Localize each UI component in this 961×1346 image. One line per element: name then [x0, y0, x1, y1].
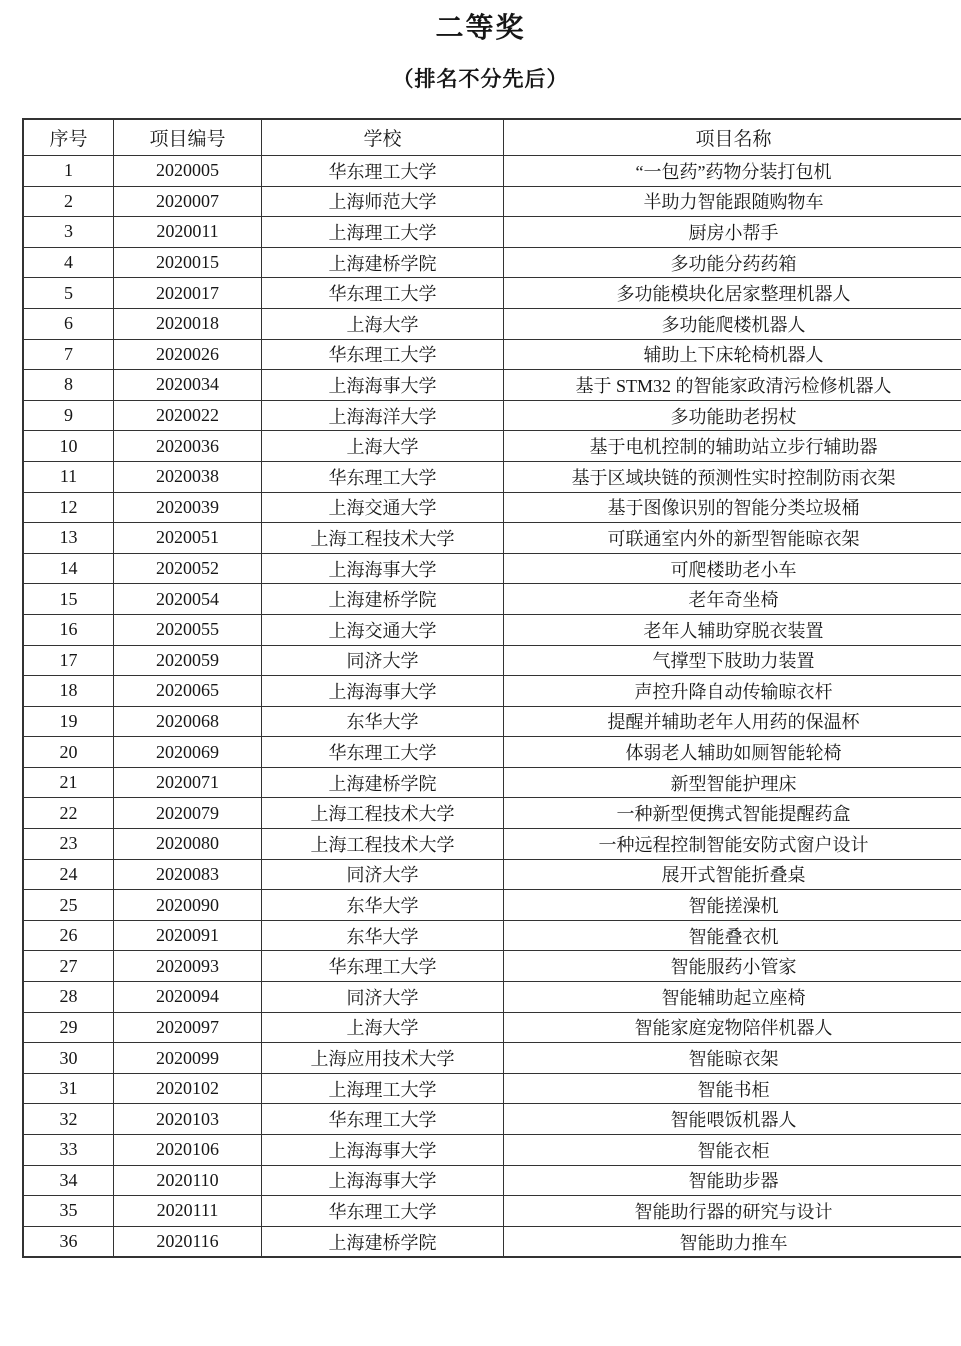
table-row: [23, 1043, 961, 1074]
index-cell: 24: [23, 859, 114, 890]
index-cell: 32: [23, 1104, 114, 1135]
project-code-cell: 2020018: [114, 308, 262, 339]
project-code-cell: 2020005: [114, 156, 262, 187]
school-cell: 同济大学: [262, 982, 504, 1013]
index-cell: 29: [23, 1012, 114, 1043]
school-cell: 华东理工大学: [262, 339, 504, 370]
school-cell: 上海海事大学: [262, 370, 504, 401]
index-cell: 22: [23, 798, 114, 829]
project-name-cell: 新型智能护理床: [504, 767, 961, 798]
index-cell: 25: [23, 890, 114, 921]
table-row: [23, 247, 961, 278]
project-name-cell: 厨房小帮手: [504, 217, 961, 248]
school-cell: 同济大学: [262, 859, 504, 890]
school-cell: 东华大学: [262, 706, 504, 737]
school-cell: 上海海洋大学: [262, 400, 504, 431]
index-cell: 27: [23, 951, 114, 982]
project-code-cell: 2020036: [114, 431, 262, 462]
awards-table: [22, 118, 961, 1258]
project-code-cell: 2020069: [114, 737, 262, 768]
header-index: 序号: [23, 119, 114, 156]
school-cell: 华东理工大学: [262, 1104, 504, 1135]
table-row: [23, 461, 961, 492]
index-cell: 20: [23, 737, 114, 768]
index-cell: 8: [23, 370, 114, 401]
project-code-cell: 2020097: [114, 1012, 262, 1043]
project-code-cell: 2020071: [114, 767, 262, 798]
project-name-cell: 智能助行器的研究与设计: [504, 1196, 961, 1227]
project-name-cell: 智能家庭宠物陪伴机器人: [504, 1012, 961, 1043]
table-row: [23, 890, 961, 921]
project-code-cell: 2020017: [114, 278, 262, 309]
project-code-cell: 2020051: [114, 523, 262, 554]
index-cell: 18: [23, 676, 114, 707]
index-cell: 7: [23, 339, 114, 370]
project-name-cell: 基于电机控制的辅助站立步行辅助器: [504, 431, 961, 462]
project-name-cell: 智能服药小管家: [504, 951, 961, 982]
table-body: [23, 156, 961, 1258]
project-name-cell: 基于区域块链的预测性实时控制防雨衣架: [504, 461, 961, 492]
table-row: [23, 308, 961, 339]
table-row: [23, 767, 961, 798]
index-cell: 33: [23, 1135, 114, 1166]
table-row: [23, 1012, 961, 1043]
school-cell: 上海理工大学: [262, 217, 504, 248]
school-cell: 华东理工大学: [262, 461, 504, 492]
project-code-cell: 2020068: [114, 706, 262, 737]
project-name-cell: 气撑型下肢助力装置: [504, 645, 961, 676]
school-cell: 东华大学: [262, 890, 504, 921]
table-row: [23, 1135, 961, 1166]
school-cell: 上海交通大学: [262, 614, 504, 645]
page-subtitle: （排名不分先后）: [0, 66, 961, 94]
project-name-cell: 智能叠衣机: [504, 920, 961, 951]
project-name-cell: 老年人辅助穿脱衣装置: [504, 614, 961, 645]
table-row: [23, 553, 961, 584]
table-row: [23, 951, 961, 982]
school-cell: 上海海事大学: [262, 676, 504, 707]
index-cell: 2: [23, 186, 114, 217]
project-code-cell: 2020106: [114, 1135, 262, 1166]
index-cell: 28: [23, 982, 114, 1013]
school-cell: 上海建桥学院: [262, 1226, 504, 1257]
school-cell: 上海理工大学: [262, 1073, 504, 1104]
header-school: 学校: [262, 119, 504, 156]
project-code-cell: 2020059: [114, 645, 262, 676]
project-code-cell: 2020011: [114, 217, 262, 248]
index-cell: 3: [23, 217, 114, 248]
project-name-cell: 展开式智能折叠桌: [504, 859, 961, 890]
project-code-cell: 2020055: [114, 614, 262, 645]
project-code-cell: 2020015: [114, 247, 262, 278]
table-row: [23, 186, 961, 217]
table-row: [23, 1226, 961, 1257]
project-name-cell: 一种新型便携式智能提醒药盒: [504, 798, 961, 829]
index-cell: 14: [23, 553, 114, 584]
table-row: [23, 706, 961, 737]
project-code-cell: 2020080: [114, 829, 262, 860]
project-name-cell: 多功能模块化居家整理机器人: [504, 278, 961, 309]
project-name-cell: 智能辅助起立座椅: [504, 982, 961, 1013]
school-cell: 华东理工大学: [262, 278, 504, 309]
school-cell: 上海大学: [262, 1012, 504, 1043]
index-cell: 6: [23, 308, 114, 339]
table-row: [23, 492, 961, 523]
index-cell: 17: [23, 645, 114, 676]
project-name-cell: 可联通室内外的新型智能晾衣架: [504, 523, 961, 554]
table-row: [23, 982, 961, 1013]
index-cell: 30: [23, 1043, 114, 1074]
school-cell: 上海大学: [262, 431, 504, 462]
page-title: 二等奖: [0, 10, 961, 46]
school-cell: 上海工程技术大学: [262, 523, 504, 554]
project-name-cell: 多功能爬楼机器人: [504, 308, 961, 339]
table-row: [23, 676, 961, 707]
school-cell: 上海建桥学院: [262, 767, 504, 798]
school-cell: 上海海事大学: [262, 553, 504, 584]
project-code-cell: 2020034: [114, 370, 262, 401]
school-cell: 上海海事大学: [262, 1135, 504, 1166]
document-page: [0, 10, 961, 1258]
school-cell: 上海建桥学院: [262, 247, 504, 278]
table-row: [23, 737, 961, 768]
school-cell: 华东理工大学: [262, 156, 504, 187]
project-code-cell: 2020091: [114, 920, 262, 951]
project-name-cell: 半助力智能跟随购物车: [504, 186, 961, 217]
index-cell: 34: [23, 1165, 114, 1196]
table-row: [23, 278, 961, 309]
project-name-cell: 多功能分药药箱: [504, 247, 961, 278]
project-name-cell: 智能助步器: [504, 1165, 961, 1196]
table-row: [23, 1165, 961, 1196]
project-name-cell: 提醒并辅助老年人用药的保温杯: [504, 706, 961, 737]
project-code-cell: 2020083: [114, 859, 262, 890]
table-row: [23, 859, 961, 890]
table-row: [23, 400, 961, 431]
school-cell: 华东理工大学: [262, 1196, 504, 1227]
index-cell: 15: [23, 584, 114, 615]
table-row: [23, 614, 961, 645]
project-name-cell: 可爬楼助老小车: [504, 553, 961, 584]
project-name-cell: 辅助上下床轮椅机器人: [504, 339, 961, 370]
school-cell: 华东理工大学: [262, 737, 504, 768]
project-code-cell: 2020102: [114, 1073, 262, 1104]
school-cell: 上海大学: [262, 308, 504, 339]
project-name-cell: 智能助力推车: [504, 1226, 961, 1257]
header-project-code: 项目编号: [114, 119, 262, 156]
table-row: [23, 584, 961, 615]
school-cell: 上海师范大学: [262, 186, 504, 217]
project-code-cell: 2020111: [114, 1196, 262, 1227]
index-cell: 36: [23, 1226, 114, 1257]
table-row: [23, 798, 961, 829]
project-code-cell: 2020094: [114, 982, 262, 1013]
school-cell: 华东理工大学: [262, 951, 504, 982]
table-row: [23, 156, 961, 187]
project-code-cell: 2020110: [114, 1165, 262, 1196]
index-cell: 9: [23, 400, 114, 431]
project-code-cell: 2020039: [114, 492, 262, 523]
school-cell: 上海海事大学: [262, 1165, 504, 1196]
project-name-cell: 多功能助老拐杖: [504, 400, 961, 431]
project-name-cell: “一包药”药物分装打包机: [504, 156, 961, 187]
project-code-cell: 2020093: [114, 951, 262, 982]
index-cell: 1: [23, 156, 114, 187]
project-code-cell: 2020099: [114, 1043, 262, 1074]
index-cell: 31: [23, 1073, 114, 1104]
project-name-cell: 老年奇坐椅: [504, 584, 961, 615]
school-cell: 上海交通大学: [262, 492, 504, 523]
school-cell: 上海工程技术大学: [262, 829, 504, 860]
table-row: [23, 1104, 961, 1135]
index-cell: 19: [23, 706, 114, 737]
project-name-cell: 智能衣柜: [504, 1135, 961, 1166]
index-cell: 4: [23, 247, 114, 278]
project-name-cell: 智能喂饭机器人: [504, 1104, 961, 1135]
table-row: [23, 217, 961, 248]
project-code-cell: 2020052: [114, 553, 262, 584]
school-cell: 上海建桥学院: [262, 584, 504, 615]
table-row: [23, 920, 961, 951]
table-row: [23, 1073, 961, 1104]
project-name-cell: 一种远程控制智能安防式窗户设计: [504, 829, 961, 860]
table-row: [23, 370, 961, 401]
index-cell: 35: [23, 1196, 114, 1227]
table-row: [23, 1196, 961, 1227]
header-project-name: 项目名称: [504, 119, 961, 156]
project-code-cell: 2020090: [114, 890, 262, 921]
project-name-cell: 智能书柜: [504, 1073, 961, 1104]
project-code-cell: 2020054: [114, 584, 262, 615]
project-name-cell: 智能搓澡机: [504, 890, 961, 921]
project-code-cell: 2020007: [114, 186, 262, 217]
school-cell: 同济大学: [262, 645, 504, 676]
project-name-cell: 基于 STM32 的智能家政清污检修机器人: [504, 370, 961, 401]
table-row: [23, 829, 961, 860]
index-cell: 12: [23, 492, 114, 523]
index-cell: 5: [23, 278, 114, 309]
table-row: [23, 339, 961, 370]
project-code-cell: 2020038: [114, 461, 262, 492]
project-code-cell: 2020116: [114, 1226, 262, 1257]
header-row: [23, 119, 961, 156]
project-name-cell: 智能晾衣架: [504, 1043, 961, 1074]
project-code-cell: 2020103: [114, 1104, 262, 1135]
index-cell: 10: [23, 431, 114, 462]
school-cell: 东华大学: [262, 920, 504, 951]
project-name-cell: 基于图像识别的智能分类垃圾桶: [504, 492, 961, 523]
project-code-cell: 2020065: [114, 676, 262, 707]
index-cell: 16: [23, 614, 114, 645]
project-code-cell: 2020022: [114, 400, 262, 431]
index-cell: 23: [23, 829, 114, 860]
index-cell: 13: [23, 523, 114, 554]
index-cell: 21: [23, 767, 114, 798]
index-cell: 11: [23, 461, 114, 492]
table-row: [23, 645, 961, 676]
school-cell: 上海应用技术大学: [262, 1043, 504, 1074]
project-name-cell: 体弱老人辅助如厕智能轮椅: [504, 737, 961, 768]
project-name-cell: 声控升降自动传输晾衣杆: [504, 676, 961, 707]
table-row: [23, 523, 961, 554]
project-code-cell: 2020079: [114, 798, 262, 829]
index-cell: 26: [23, 920, 114, 951]
school-cell: 上海工程技术大学: [262, 798, 504, 829]
table-header: [23, 119, 961, 156]
project-code-cell: 2020026: [114, 339, 262, 370]
table-row: [23, 431, 961, 462]
